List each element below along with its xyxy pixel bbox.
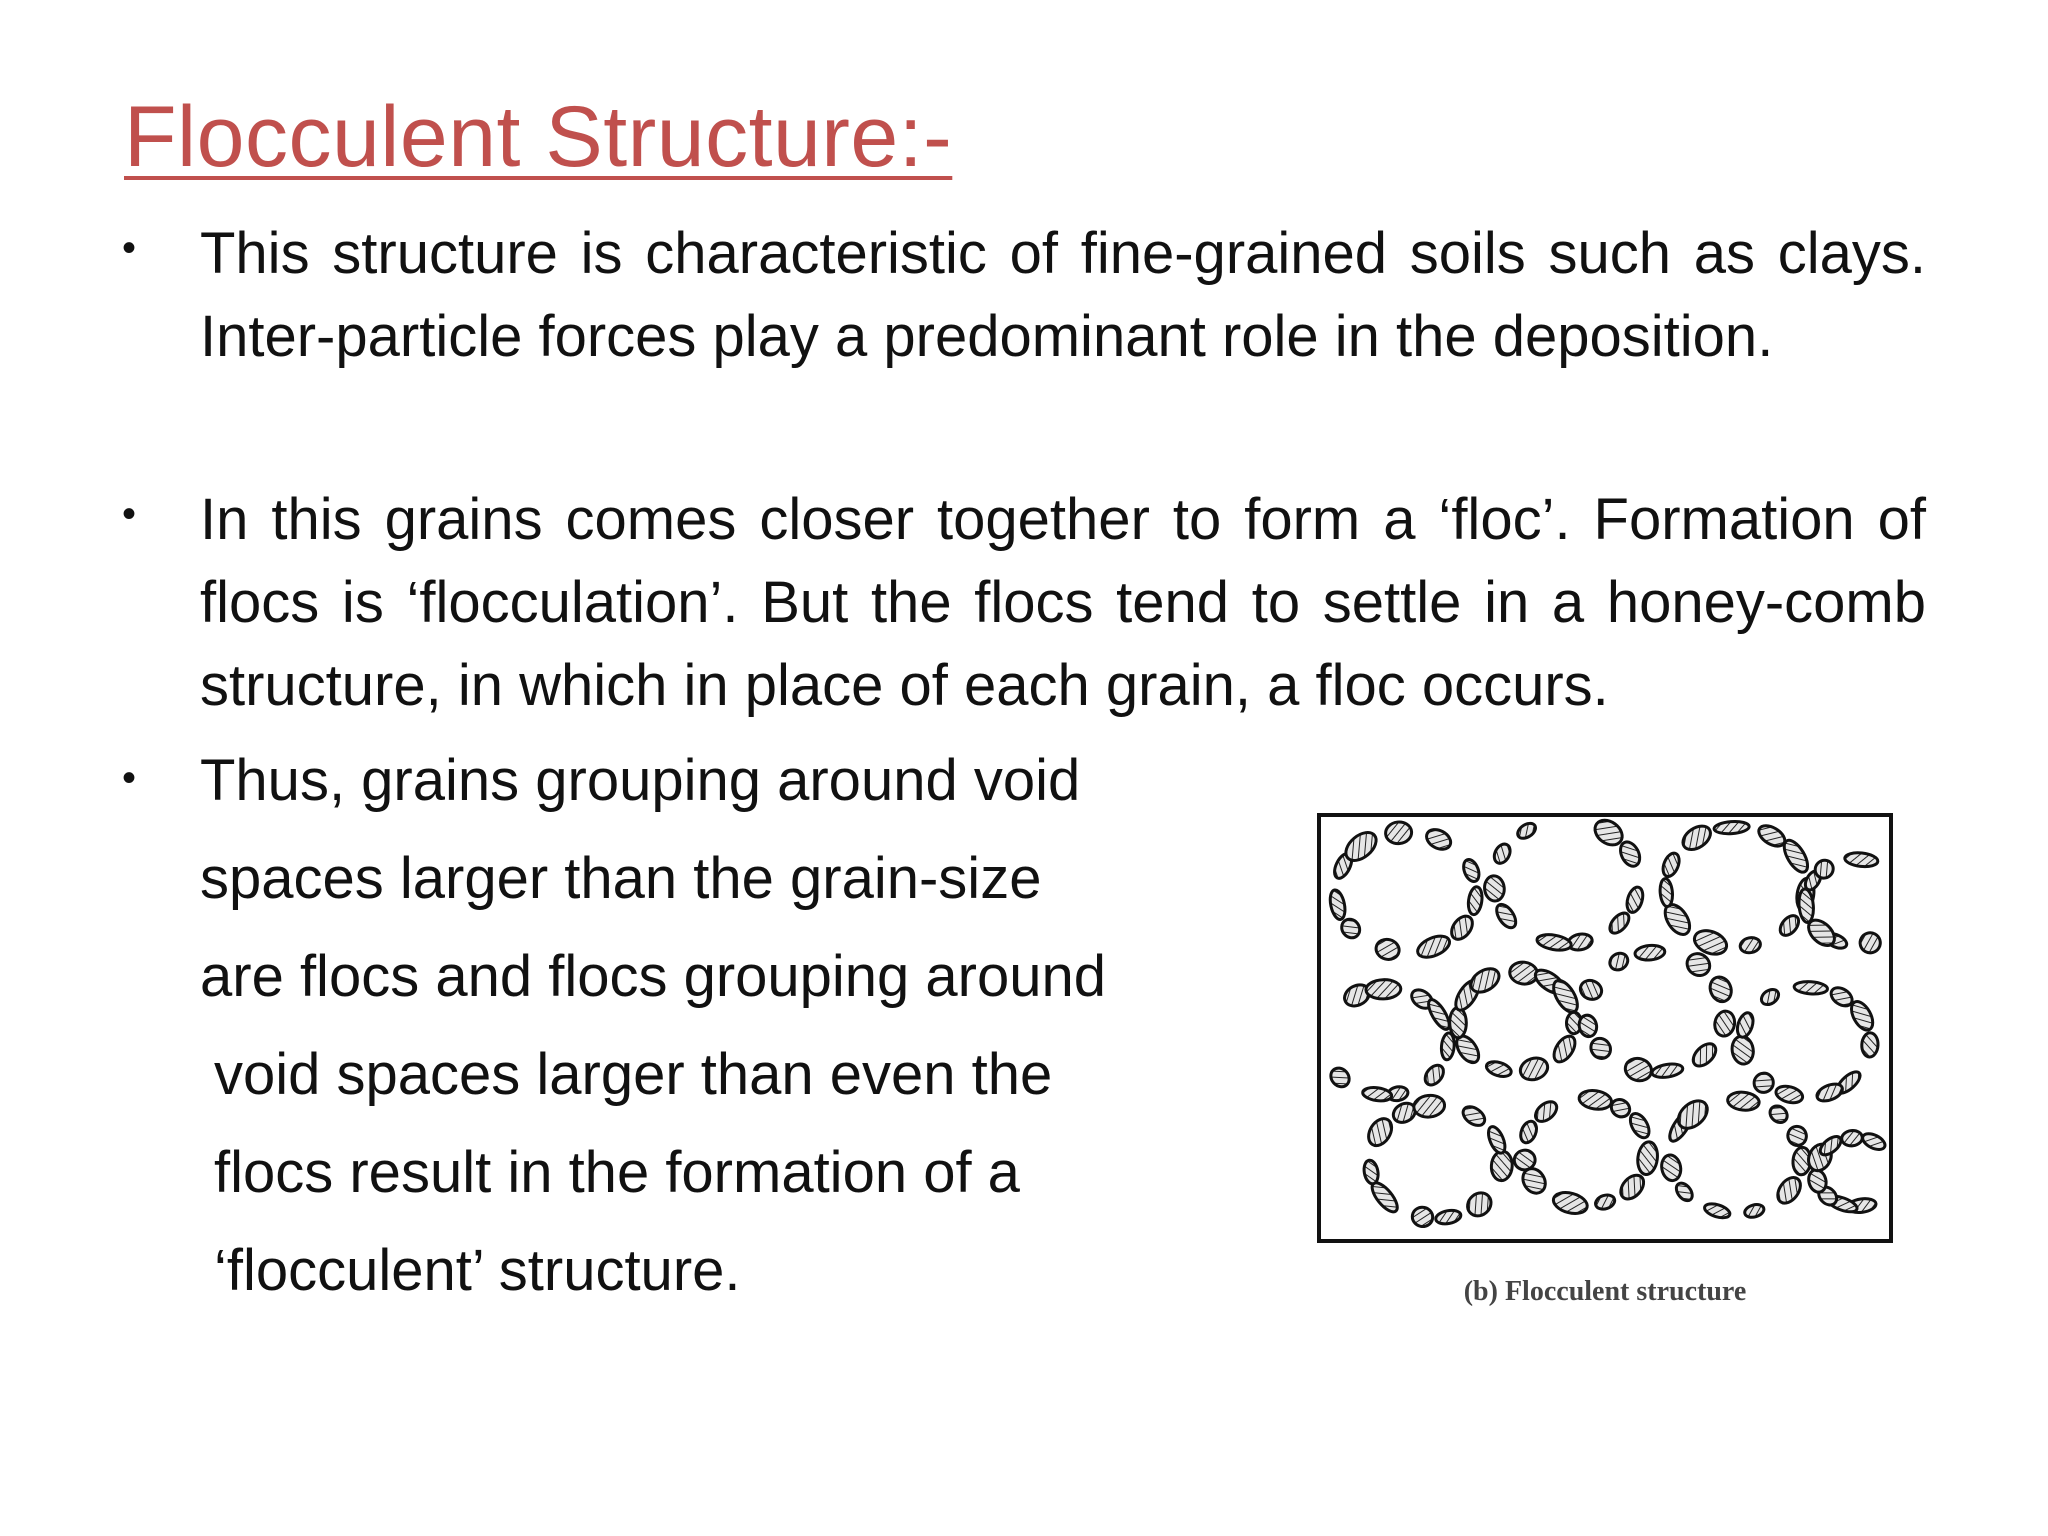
grain [1861, 1032, 1878, 1057]
slide-title: Flocculent Structure:- [124, 89, 953, 185]
bullet-3-line: are flocs and flocs grouping around [200, 944, 1107, 1009]
bullet-3-line: void spaces larger than even the [214, 1042, 1053, 1107]
grain [1513, 1149, 1537, 1172]
figure-caption: (b) Flocculent structure [1463, 1276, 1747, 1307]
grain [1449, 1007, 1466, 1037]
grain [1634, 944, 1665, 961]
grain [1659, 878, 1674, 907]
bullet-3-line: ‘flocculent’ structure. [214, 1238, 741, 1303]
grain [1385, 821, 1413, 845]
bullet-2-text: In this grains comes closer together to form a ‘floc’. Formation of flocs is ‘flocculation’. But the flocs tend to settle in a honey-comb structure, in which in place of each grain, a floc occurs. [200, 487, 1926, 718]
bullet-1-text: This structure is characteristic of fine-grained soils such as clays. Inter-particle forces play a predominant role in the deposition. [200, 221, 1926, 369]
bullet-3-line: spaces larger than the grain-size [200, 846, 1042, 911]
bullet-3-line: flocs result in the formation of a [214, 1140, 1020, 1205]
bullet-marker: • [122, 756, 137, 800]
grain [1490, 1151, 1513, 1182]
flocculent-structure-diagram [1316, 812, 1894, 1244]
bullet-marker: • [122, 226, 137, 270]
bullet-3-line: Thus, grains grouping around void [200, 748, 1081, 813]
grain [1794, 981, 1828, 996]
grain [1366, 979, 1401, 999]
grain [1841, 1130, 1863, 1147]
bullet-marker: • [122, 492, 137, 536]
grain [1483, 875, 1505, 902]
